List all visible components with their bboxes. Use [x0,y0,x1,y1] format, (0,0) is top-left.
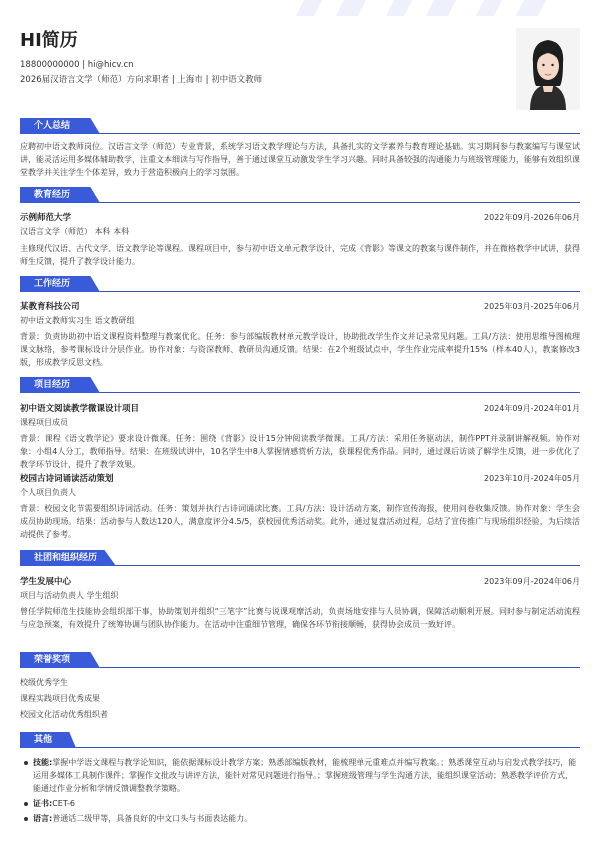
job-intent: 2026届汉语言文学（师范）方向求职者 | 上海市 | 初中语文教师 [20,75,263,85]
section-header [20,276,580,292]
education-section [20,187,580,268]
projects-section [20,377,580,541]
section-header [20,652,580,668]
language-item [20,812,580,825]
section-title: 教育经历 [34,190,71,200]
section-title: 工作经历 [34,279,71,289]
social-desc: 曾任学院师范生技能协会组织部干事，协助策划并组织“三笔字”比赛与说课观摩活动，负责场地安排与人员协调，保障活动顺利开展。同时参与制定活动流程与应急预案，有效提升了统筹协调与团队协作能力。在活动中注重细节管理，确保各环节衔接顺畅，获得协会成员一致好评。 [20,606,580,629]
contact-info: 18800000000 | hi@hicv.cn [20,60,134,70]
skills-item [20,756,580,795]
work-section [20,276,580,369]
certificate-label: 证书: [33,799,53,808]
certificate-item [20,797,580,810]
section-header [20,187,580,203]
company-name: 某教育科技公司 [20,302,80,312]
social-date: 2023年09月-2024年06月 [484,577,580,586]
resume-header [20,30,500,88]
social-role: 项目与活动负责人 学生组织 [20,591,119,600]
education-date: 2022年09月-2026年06月 [484,213,580,222]
project-name: 初中语文阅读教学微课设计项目 [20,404,140,414]
work-date: 2025年03月-2025年06月 [484,302,580,311]
work-desc: 背景：负责协助初中语文课程资料整理与教案优化。任务：参与部编版教材单元教学设计，协助批改学生作文并记录常见问题。工具/方法：使用思维导图梳理课文脉络，参考课标设计分层作业。协作对象：与资深教师、教研员沟通反馈。结果：在2个班级试点中，学生作业完成率提升15%（样本40人），教案修改3版，形成教学反思文档。 [20,331,580,367]
school-name: 示例师范大学 [20,213,72,223]
list-item: 课程实践项目优秀成果 [20,694,100,703]
header-decoration [0,0,600,20]
project-date: 2024年09月-2024年01月 [484,404,580,413]
list-item: 校级优秀学生 [20,678,68,687]
section-header [20,118,580,134]
work-role: 初中语文教师实习生 语文教研组 [20,316,135,325]
section-title: 社团和组织经历 [34,553,98,563]
certificate-text: CET-6 [52,799,75,808]
avatar [516,28,580,110]
project-date: 2023年10月-2024年05月 [484,474,580,484]
social-entry [20,575,580,631]
org-name: 学生发展中心 [20,577,72,587]
education-desc: 主修现代汉语、古代文学、语文教学论等课程。课程项目中，参与初中语文单元教学设计，完成《背影》等课文的教案与课件制作，并在微格教学中试讲，获得师生反馈，提升了教学设计能力。 [20,243,580,266]
project-role: 课程项目成员 [20,418,68,427]
language-label: 语言: [33,814,53,823]
section-title: 荣誉奖项 [34,655,71,665]
awards-list [20,676,580,721]
project-desc: 背景：课程《语文教学论》要求设计微课。任务：围绕《背影》设计15分钟阅读教学微课。工具/方法：采用任务驱动法，制作PPT并录制讲解视频。协作对象：小组4人分工，教师指导。结果：在班级试讲中，10名学生中8人掌握情感赏析方法，获课程优秀作品。同时，通过课后访谈了解学生反馈，进一步优化了教学环节设计，提升了教学效果。 [20,433,580,469]
avatar-portrait-icon [516,28,580,110]
education-entry [20,211,580,268]
section-header [20,377,580,393]
section-header [20,732,580,748]
project-desc: 背景：校园文化节需要组织诗词活动。任务：策划并执行古诗词诵读比赛。工具/方法：设计活动方案，制作宣传海报，使用问卷收集反馈。协作对象：学生会成员协助现场。结果：活动参与人数达120人，满意度评分4.5/5，获校园优秀活动奖。此外，通过复盘活动过程，总结了宣传推广与现场组织经验，为后续活动提供了参考。 [20,503,580,540]
summary-section [20,118,580,180]
list-item: 校园文化活动优秀组织者 [20,710,108,719]
skills-label: 技能: [33,758,53,767]
awards-section [20,652,580,721]
project-name: 校园古诗词诵读活动策划 [20,474,114,485]
project-entry [20,402,580,471]
work-entry [20,300,580,369]
project-entry [20,472,580,541]
section-title: 其他 [34,735,53,745]
other-section [20,732,580,825]
social-section [20,550,580,631]
section-header [20,550,580,566]
education-major: 汉语言文学（师范） 本科 本科 [20,227,130,236]
summary-text: 应聘初中语文教师岗位。汉语言文学（师范）专业背景，系统学习语文教学理论与方法，具备扎实的文学素养与教育理论基础。实习期间参与教案编写与课堂试讲，能灵活运用多媒体辅助教学，注重文本细读与写作指导，善于通过课堂互动激发学生学习兴趣。同时具备较强的沟通能力与班级管理能力，能够有效组织课堂教学并关注学生个体差异，致力于营造积极向上的学习氛围。 [20,142,580,178]
other-list [20,756,580,825]
project-role: 个人项目负责人 [20,488,76,498]
skills-text: 掌握中学语文课程与教学论知识，能依据课标设计教学方案；熟悉部编版教材，能梳理单元重难点并编写教案。；熟悉课堂互动与启发式教学技巧，能运用多媒体工具制作课件；掌握作文批改与讲评方法，能针对常见问题进行指导。；掌握班级管理与学生沟通方法，能组织课堂活动；熟悉教学评价方式，能通过作业分析和学情反馈调整教学策略。 [33,758,577,793]
section-title: 个人总结 [34,121,71,131]
section-title: 项目经历 [34,380,71,390]
language-text: 普通话二级甲等，具备良好的中文口头与书面表达能力。 [52,814,253,823]
resume-title: HI简历 [20,30,78,51]
